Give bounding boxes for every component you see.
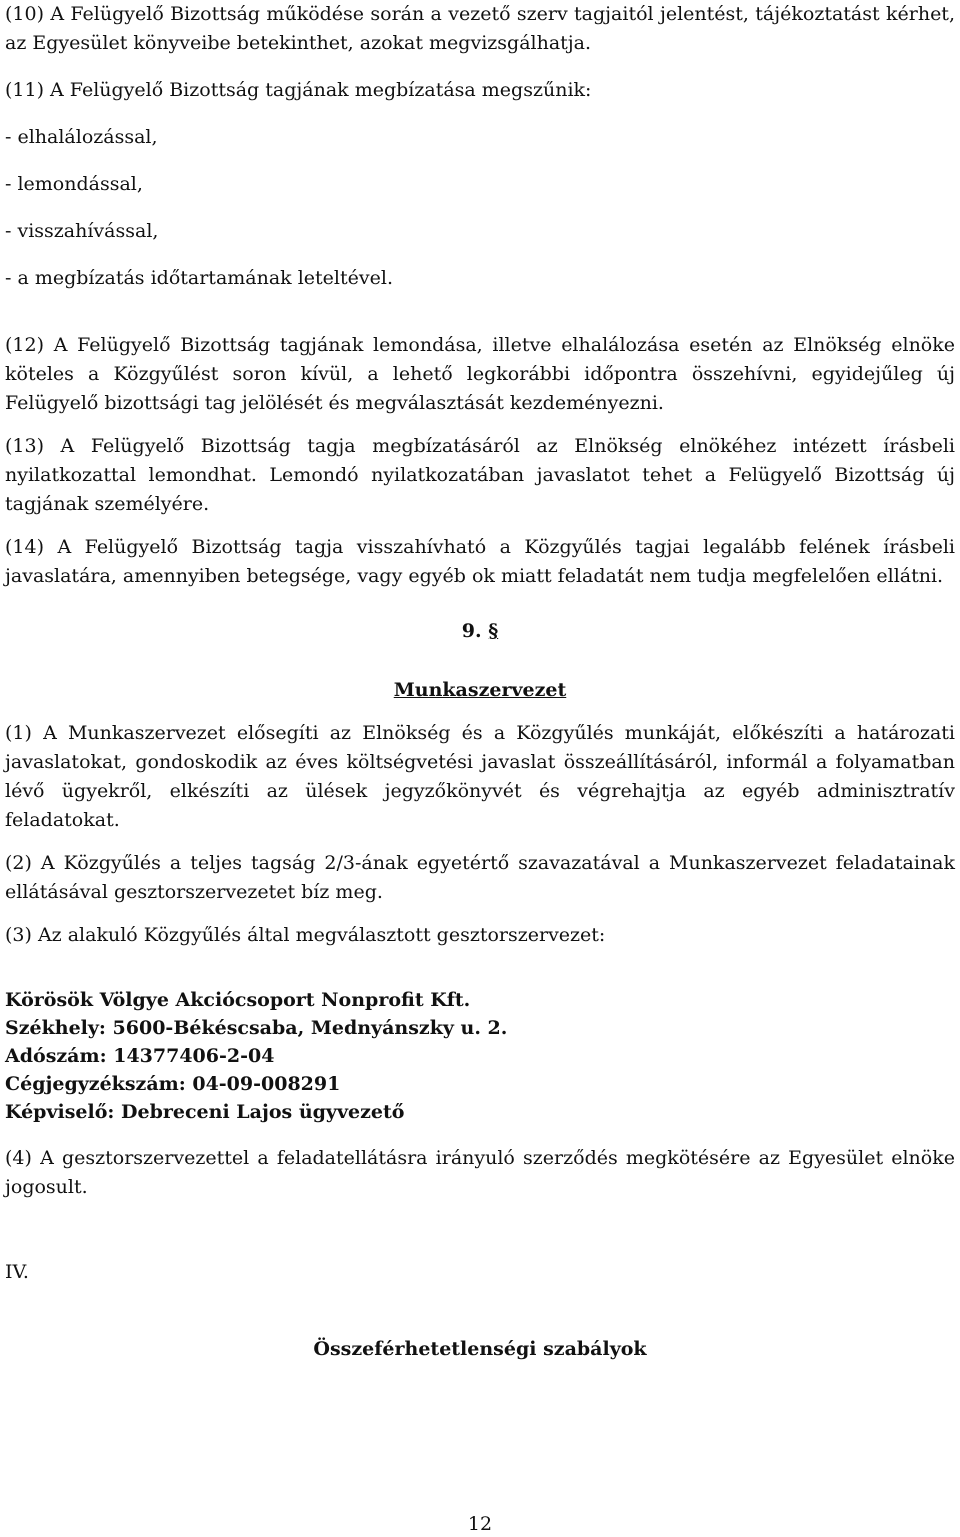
chapter-title: Összeférhetetlenségi szabályok: [313, 1338, 647, 1360]
page-number: 12: [467, 1513, 493, 1535]
paragraph-11: (11) A Felügyelő Bizottság tagjának megbízatása megszűnik:: [5, 79, 592, 101]
list-item-resignation: - lemondással,: [5, 173, 143, 195]
org-name: Körösök Völgye Akciócsoport Nonprofit Kft.: [5, 989, 471, 1011]
section9-paragraph-2: (2) A Közgyűlés a teljes tagság 2/3-ának egyetértő szavazatával a Munkaszervezet feladatainak ellátásával gesztorszervezetet bíz meg.: [5, 852, 955, 903]
document-page: [5, 0, 955, 1364]
section9-paragraph-4: (4) A gesztorszervezettel a feladatellátásra irányuló szerződés megkötésére az Egyesület elnöke jogosult.: [5, 1147, 955, 1198]
paragraph-12: (12) A Felügyelő Bizottság tagjának lemondása, illetve elhalálozása esetén az Elnökség elnöke köteles a Közgyűlést soron kívül, a lehető legkorábbi időpontra összehívni, egyidejűleg új Felügyelő bizottsági tag jelölését és megválasztását kezdeményezni.: [5, 334, 955, 414]
paragraph-14: (14) A Felügyelő Bizottság tagja visszahívható a Közgyűlés tagjai legalább felének írásbeli javaslatára, amennyiben betegsége, vagy egyéb ok miatt feladatát nem tudja megfelelően ellátni.: [5, 536, 955, 587]
paragraph-10: (10) A Felügyelő Bizottság működése során a vezető szerv tagjaitól jelentést, tájékoztatást kérhet, az Egyesület könyveibe betekinthet, azokat megvizsgálhatja.: [5, 3, 955, 54]
paragraph-13: (13) A Felügyelő Bizottság tagja megbízatásáról az Elnökség elnökéhez intézett írásbeli nyilatkozattal lemondhat. Lemondó nyilatkozatában javaslatot tehet a Felügyelő Bizottság új tagjának személyére.: [5, 435, 955, 515]
section-symbol: §: [488, 620, 499, 642]
gestor-organization-details: [5, 986, 955, 1126]
section9-paragraph-1: (1) A Munkaszervezet elősegíti az Elnökség és a Közgyűlés munkáját, előkészíti a határozati javaslatokat, gondoskodik az éves költségvetési javaslat összeállításáról, informál a folyamatban lévő ügyekről, elkészíti az ülések jegyzőkönyvét és végrehajtja az egyéb adminisztratív feladatokat.: [5, 722, 955, 831]
section9-paragraph-3: (3) Az alakuló Közgyűlés által megválasztott gesztorszervezet:: [5, 924, 606, 946]
section-title: Munkaszervezet: [393, 679, 567, 701]
org-representative: Képviselő: Debreceni Lajos ügyvezető: [5, 1101, 405, 1123]
org-company-registration: Cégjegyzékszám: 04-09-008291: [5, 1073, 341, 1095]
org-tax-number: Adószám: 14377406-2-04: [5, 1045, 275, 1067]
chapter-number: IV.: [5, 1261, 29, 1283]
list-item-death: - elhalálozással,: [5, 126, 158, 148]
list-item-recall: - visszahívással,: [5, 220, 159, 242]
section-number: [5, 617, 955, 646]
list-item-term-expiry: - a megbízatás időtartamának leteltével.: [5, 267, 393, 289]
section-number-value: 9.: [461, 620, 482, 642]
org-seat: Székhely: 5600-Békéscsaba, Mednyánszky u. 2.: [5, 1017, 508, 1039]
